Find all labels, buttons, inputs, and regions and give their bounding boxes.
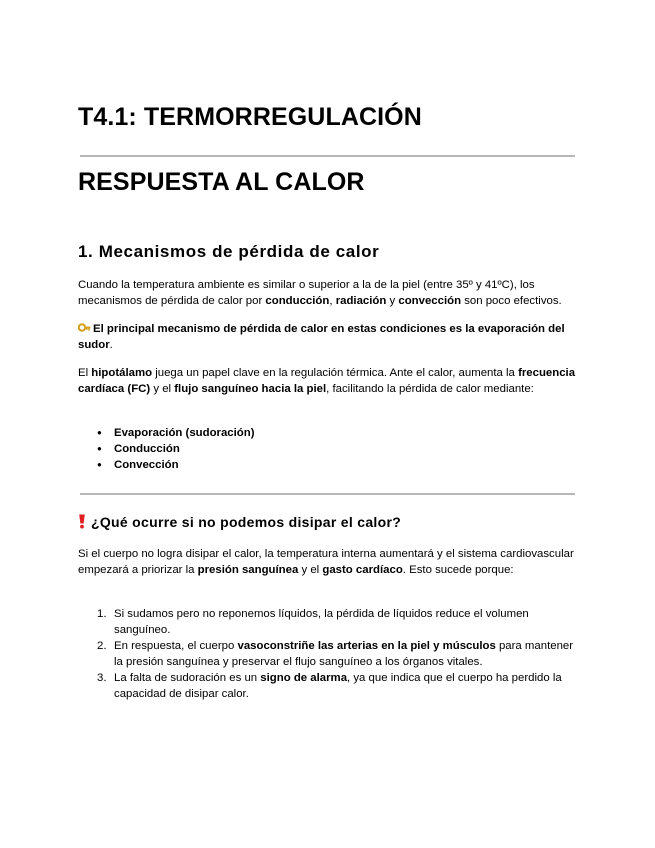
divider-middle (80, 493, 575, 495)
mechanism-list (78, 425, 578, 473)
page-title: T4.1: TERMORREGULACIÓN (78, 103, 422, 131)
divider-top (80, 155, 575, 157)
key-icon (78, 321, 91, 337)
section1-paragraph2: El hipotálamo juega un papel clave en la regulación térmica. Ante el calor, aumenta la frecuencia cardíaca (FC) y el flujo sanguíneo hacia la piel, facilitando la pérdida de calor mediante: (78, 367, 576, 395)
list-item: ● Evaporación (sudoración) (78, 425, 578, 441)
list-item: 3. La falta de sudoración es un signo de alarma, ya que indica que el cuerpo ha perdido la capacidad de disipar calor. (97, 672, 562, 700)
consequence-list (78, 606, 578, 702)
section1-heading: 1. Mecanismos de pérdida de calor (78, 242, 380, 261)
list-item: 1. Si sudamos pero no reponemos líquidos, la pérdida de líquidos reduce el volumen sanguíneo. (97, 608, 529, 636)
key-note: El principal mecanismo de pérdida de calor en estas condiciones es la evaporación del sudor. (78, 323, 565, 351)
exclamation-icon (78, 514, 88, 531)
list-item: 2. En respuesta, el cuerpo vasoconstriñe las arterias en la piel y músculos para mantener la presión sanguínea y preservar el flujo sanguíneo a los órganos vitales. (97, 640, 574, 668)
section2-heading: ¿Qué ocurre si no podemos disipar el calor? (78, 514, 401, 531)
list-item: ● Conducción (78, 441, 578, 457)
section-title: RESPUESTA AL CALOR (78, 168, 365, 196)
section2-paragraph1: Si el cuerpo no logra disipar el calor, la temperatura interna aumentará y el sistema cardiovascular empezará a priorizar la presión sanguínea y el gasto cardíaco. Esto sucede porque: (78, 548, 574, 576)
list-item: ● Convección (78, 457, 578, 473)
section1-paragraph1: Cuando la temperatura ambiente es similar o superior a la de la piel (entre 35º y 41ºC), los mecanismos de pérdida de calor por conducción, radiación y convección son poco efectivos. (78, 279, 562, 307)
